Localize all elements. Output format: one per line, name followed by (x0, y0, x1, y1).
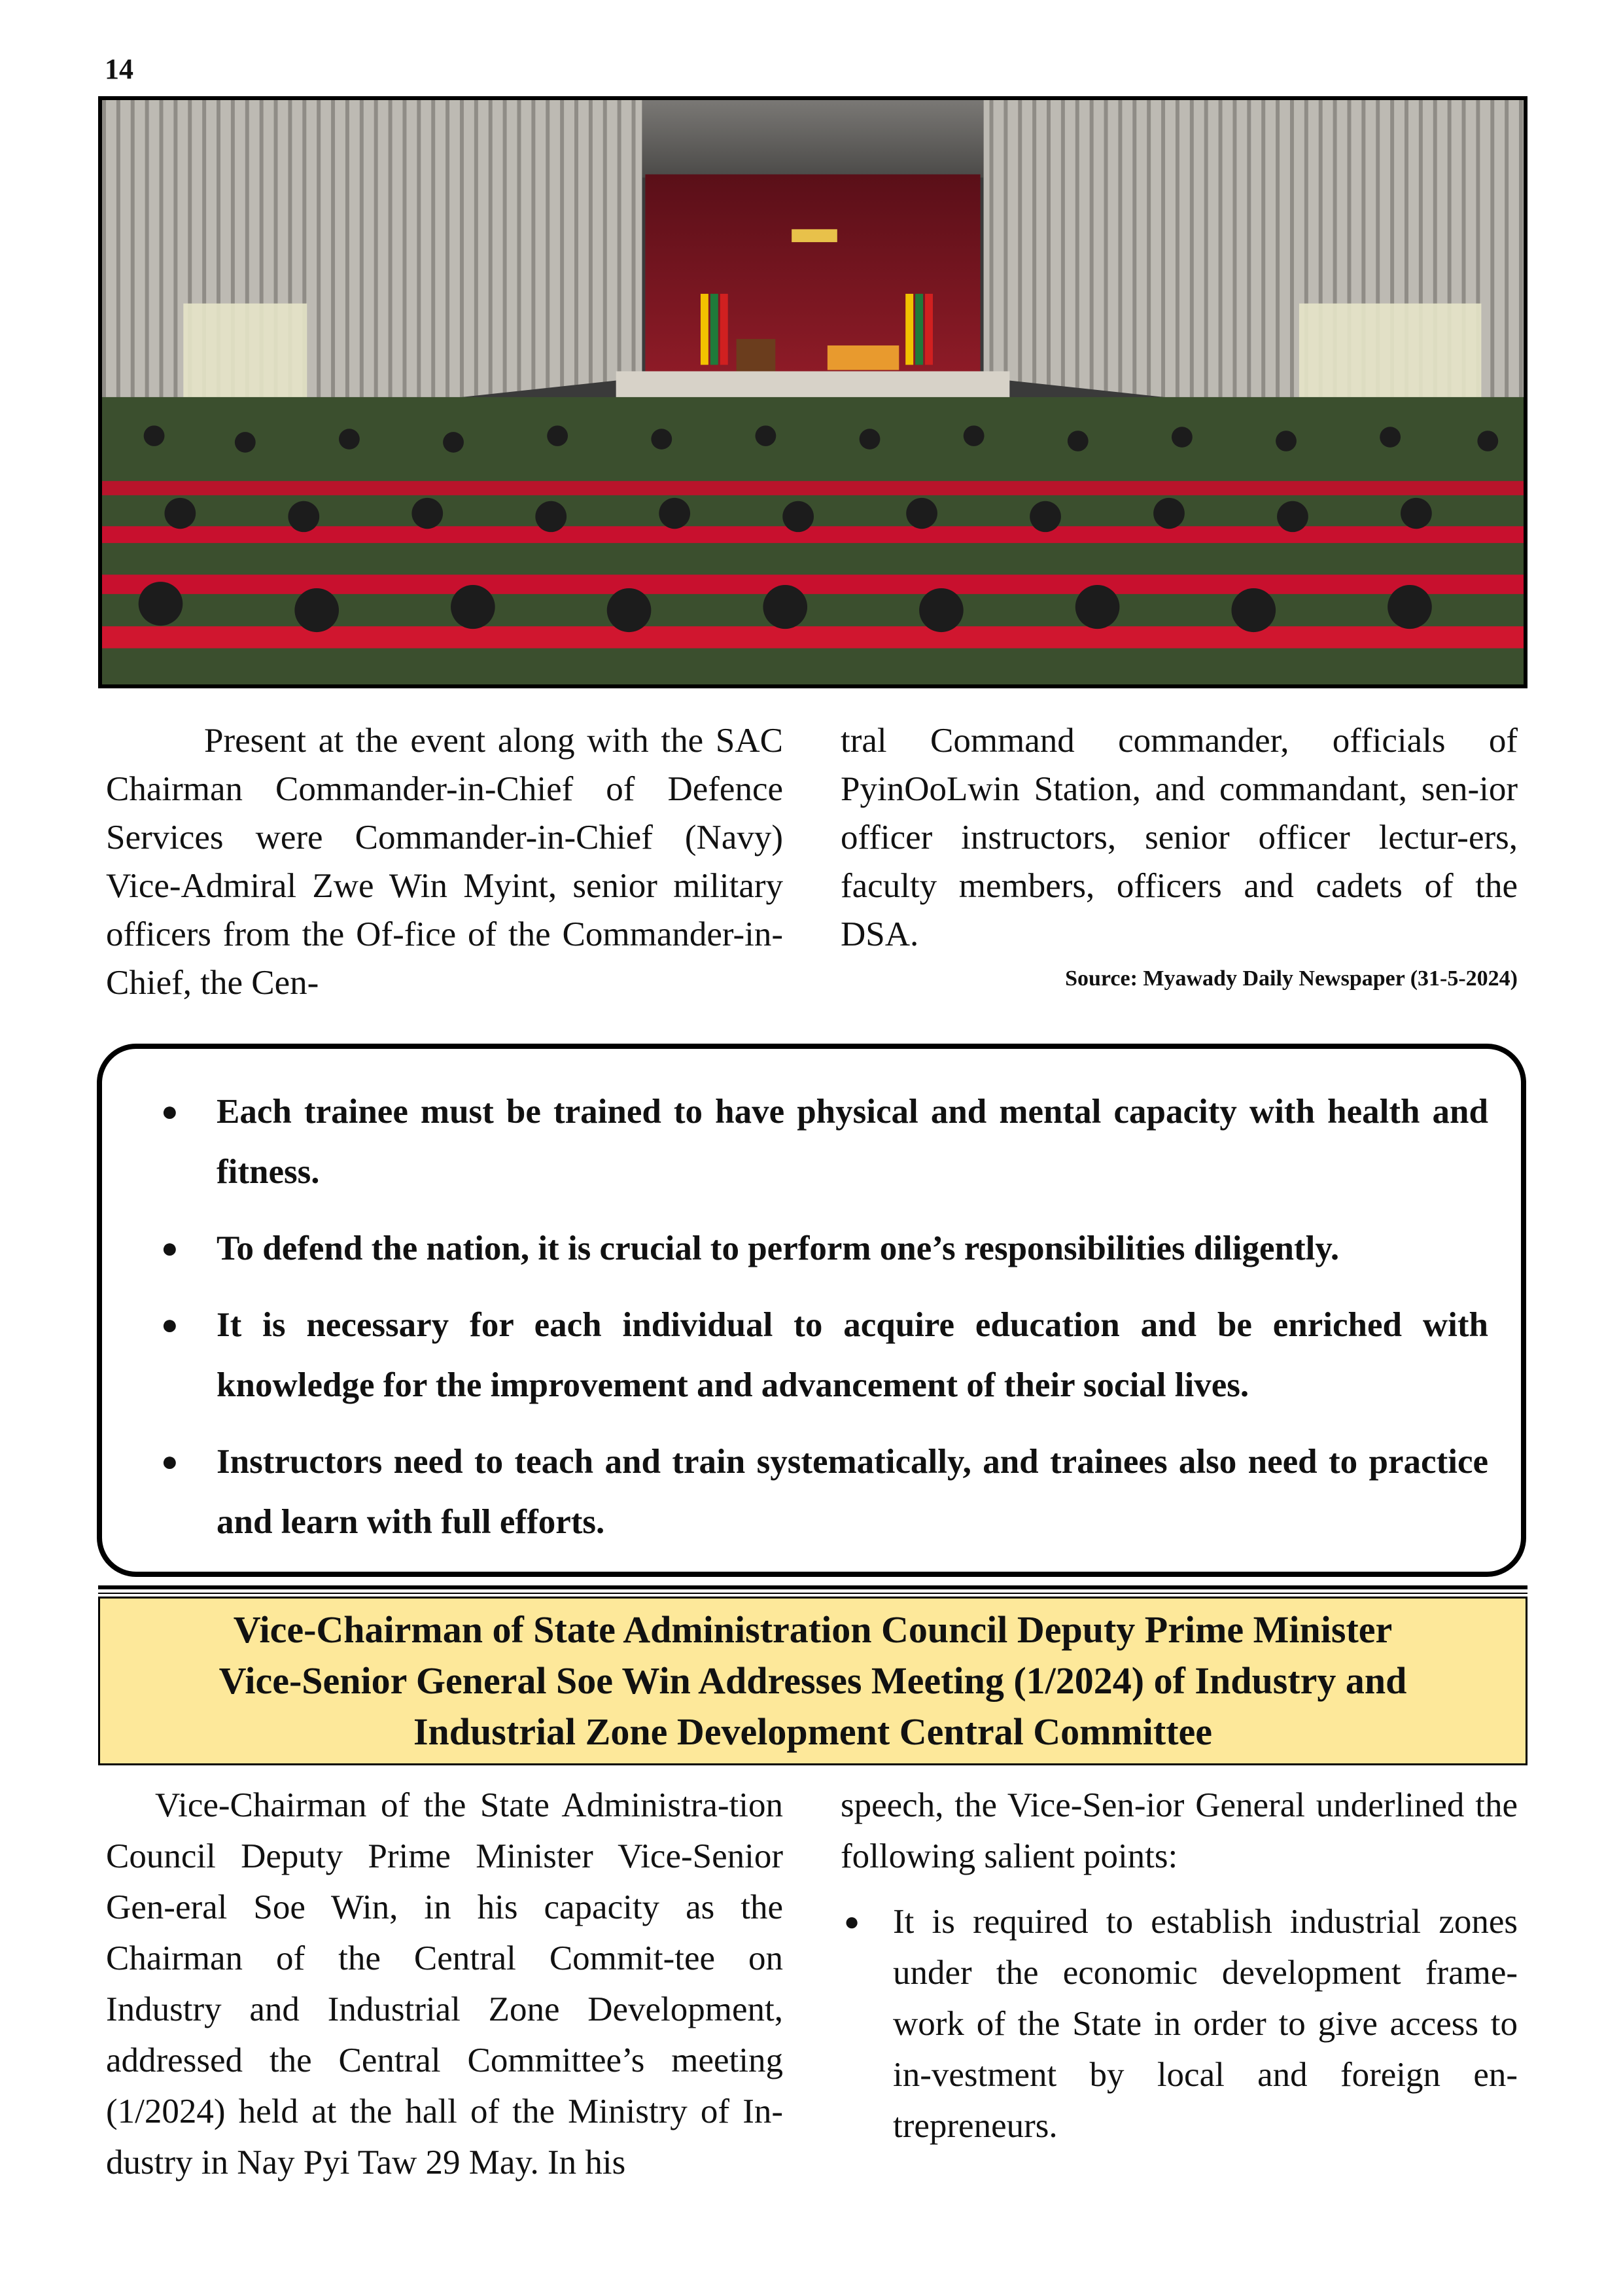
bullet-icon: ● (161, 1232, 179, 1264)
key-points-list (102, 1049, 1521, 1552)
article1-right-column (841, 716, 1518, 995)
article2-right-intro: speech, the Vice-Sen-ior General underlined the following salient points: (841, 1786, 1518, 1875)
headline-line-1: Vice-Chairman of State Administration Council Deputy Prime Minister (233, 1608, 1393, 1651)
key-points-box (97, 1044, 1526, 1577)
article2-bullet-text: It is required to establish industrial zones under the economic development frame-work of the State in order to give access to in-vestment by local and foreign en-trepreneurs. (893, 1903, 1518, 2145)
bullet-icon: ● (161, 1309, 179, 1341)
headline-line-3: Industrial Zone Development Central Committee (413, 1710, 1213, 1753)
section-divider-thin (98, 1593, 1527, 1594)
article2-right-column (841, 1780, 1518, 2151)
key-point: ● Each trainee must be trained to have physical and mental capacity with health and fitness. (135, 1082, 1488, 1202)
headline-line-2: Vice-Senior General Soe Win Addresses Meeting (1/2024) of Industry and (218, 1659, 1407, 1702)
bullet-icon: ● (161, 1445, 179, 1477)
auditorium-photo (98, 96, 1527, 688)
headline-box (98, 1597, 1527, 1765)
article2-left-column (106, 1780, 783, 2188)
auditorium-illustration (102, 100, 1524, 684)
key-point: ● Instructors need to teach and train systematically, and trainees also need to practice and learn with full efforts. (135, 1432, 1488, 1552)
bullet-icon: ● (844, 1907, 860, 1936)
key-point: ● To defend the nation, it is crucial to perform one’s responsibilities diligently. (135, 1218, 1488, 1279)
page-number: 14 (105, 53, 133, 85)
article1-right-paragraph: tral Command commander, officials of PyinOoLwin Station, and commandant, sen-ior officer instructors, senior officer lectur-ers, faculty members, officers and cadets of the DSA. (841, 722, 1518, 953)
bullet-icon: ● (161, 1095, 179, 1127)
article1-source: Source: Myawady Daily Newspaper (31-5-2024) (1065, 966, 1518, 991)
article2-bullet-item (841, 1896, 1518, 2151)
section-divider (98, 1585, 1527, 1589)
article2-left-paragraph: Vice-Chairman of the State Administra-tion Council Deputy Prime Minister Vice-Senior Gen-eral Soe Win, in his capacity as the Chairman of the Central Commit-tee on Industry and Industrial Zone Development, addressed the Central Committee’s meeting (1/2024) held at the hall of the Ministry of In-dustry in Nay Pyi Taw 29 May. In his (106, 1786, 783, 2181)
article1-left-paragraph: Present at the event along with the SAC Chairman Commander-in-Chief of Defence Services were Commander-in-Chief (Navy) Vice-Admiral Zwe Win Myint, senior military officers from the Of-fice of the Commander-in-Chief, the Cen- (106, 722, 783, 1002)
key-point: ● It is necessary for each individual to acquire education and be enriched with knowledge for the improvement and advancement of their social lives. (135, 1295, 1488, 1415)
article1-left-column (106, 716, 783, 1007)
